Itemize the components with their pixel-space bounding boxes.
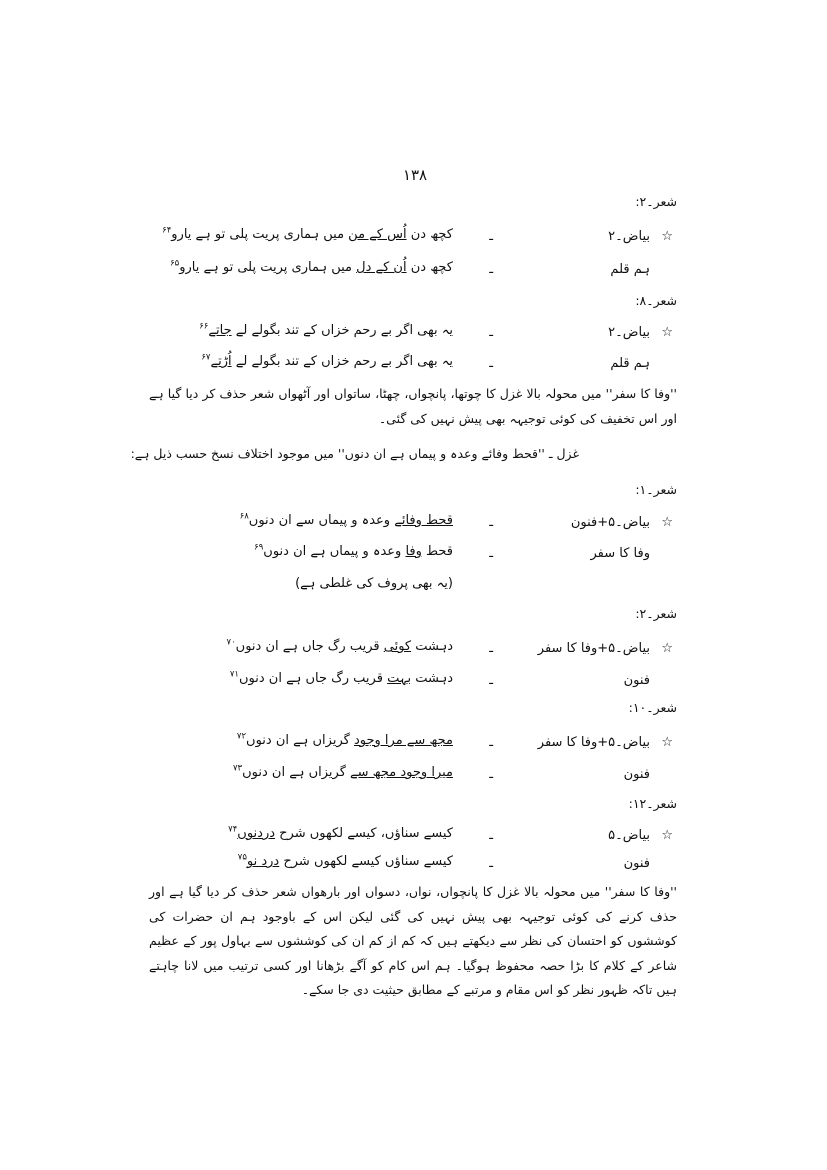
verse-line bbox=[238, 854, 453, 869]
footnote-marker: ۷۳ bbox=[232, 763, 243, 774]
verse-text: دہشت bbox=[411, 639, 453, 654]
dash-mark: ـ bbox=[489, 325, 493, 340]
dash-mark: ـ bbox=[489, 735, 493, 750]
dash-mark: ـ bbox=[489, 546, 493, 561]
verse-text: گریزاں ہے ان دنوں bbox=[246, 733, 354, 748]
variant-text: اُن کے دل bbox=[356, 260, 407, 275]
source-label: فنون bbox=[623, 673, 650, 688]
dash-mark: ـ bbox=[489, 515, 493, 530]
variant-text: اُس کے من bbox=[348, 227, 407, 242]
verse-line bbox=[237, 733, 453, 748]
source-label: بیاض۔۵+وفا کا سفر bbox=[537, 735, 650, 750]
source-label: ہم قلم bbox=[610, 356, 650, 371]
verse-text: گریزاں ہے ان دنوں bbox=[242, 765, 351, 780]
footnote-marker: ۶۵ bbox=[170, 258, 180, 269]
variant-text: قحط وفائے bbox=[394, 513, 453, 528]
dash-mark: ـ bbox=[489, 229, 493, 244]
source-label: وفا کا سفر bbox=[590, 546, 650, 561]
variant-text: کوئی bbox=[383, 639, 412, 654]
star-icon: ☆ bbox=[661, 735, 673, 750]
footnote-marker: ۷۲ bbox=[236, 731, 247, 742]
verse-text: یہ بھی اگر بے رحم خزاں کے تند بگولے لے bbox=[231, 354, 453, 369]
dash-mark: ـ bbox=[489, 356, 493, 371]
verse-line bbox=[228, 826, 453, 841]
verse-line bbox=[240, 513, 453, 528]
footnote-marker: ۶۶ bbox=[199, 321, 209, 332]
footnote-marker: ۶۴ bbox=[162, 225, 172, 236]
footnote-marker: ۷۰ bbox=[226, 637, 236, 648]
verse-text: کچھ دن bbox=[406, 227, 453, 242]
dash-mark: ـ bbox=[489, 641, 493, 656]
verse-line bbox=[230, 671, 453, 686]
verse-text: دہشت bbox=[411, 671, 453, 686]
source-label: بیاض۔۲ bbox=[608, 229, 650, 244]
footnote-marker: ۷۵ bbox=[237, 852, 247, 863]
verse-text: قریب رگ جاں ہے ان دنوں bbox=[238, 671, 388, 686]
variant-text: بہت bbox=[387, 671, 412, 686]
dash-mark: ـ bbox=[489, 262, 493, 277]
ghazal-intro: غزل ـ ''قحط وفائے وعدہ و پیماں ہے ان دنوں'' میں موجود اختلاف نسخ حسب ذیل ہے: bbox=[130, 446, 579, 461]
verse-text: میں ہماری پریت پلی تو ہے یارو bbox=[171, 227, 349, 242]
source-label: فنون bbox=[623, 767, 650, 782]
variant-text: درد نو bbox=[246, 854, 280, 869]
source-label: بیاض۔۵ bbox=[608, 828, 650, 843]
star-icon: ☆ bbox=[661, 641, 673, 656]
verse-line bbox=[170, 260, 453, 275]
dash-mark: ـ bbox=[489, 673, 493, 688]
verse-line bbox=[162, 227, 453, 242]
section-heading: شعر۔۱۰: bbox=[628, 700, 677, 715]
source-label: بیاض۔۵+وفا کا سفر bbox=[537, 641, 650, 656]
variant-text: وفا bbox=[405, 544, 422, 559]
section-heading: شعر۔۲: bbox=[635, 194, 677, 209]
section-heading: شعر۔۱۲: bbox=[628, 796, 677, 811]
verse-text: قریب رگ جاں ہے ان دنوں bbox=[235, 639, 384, 654]
section-heading: شعر۔۲: bbox=[635, 606, 677, 621]
star-icon: ☆ bbox=[661, 515, 673, 530]
section-heading: شعر۔۱: bbox=[635, 482, 677, 497]
variant-text: مجھ سے مرا وجود bbox=[353, 733, 453, 748]
page-number: ۱۳۸ bbox=[402, 166, 428, 184]
source-label: ہم قلم bbox=[610, 262, 650, 277]
source-label: بیاض۔۲ bbox=[608, 325, 650, 340]
source-label: بیاض۔۵+فنون bbox=[570, 515, 650, 530]
verse-line bbox=[233, 765, 453, 780]
star-icon: ☆ bbox=[661, 229, 673, 244]
verse-text: میں ہماری پریت پلی تو ہے یارو bbox=[179, 260, 357, 275]
verse-line bbox=[254, 544, 453, 559]
verse-text: وعدہ و پیماں ہے ان دنوں bbox=[263, 544, 406, 559]
footnote-marker: ۷۴ bbox=[228, 824, 238, 835]
commentary-paragraph: ''وفا کا سفر'' میں محولہ بالا غزل کا پانچواں، نواں، دسواں اور بارھواں شعر حذف کر دیا گیا ہے اور حذف کرنے کی کوئی توجیہہ بھی پیش نہیں کی گئی لیکن اس کے باوجود ہم ان حضرات کی کوششوں کو احتسان کی نظر سے دیکھتے ہیں کہ کم از کم ان کی کوششوں سے بہاول پور کے عظیم شاعر کے کلام کا بڑا حصہ محفوظ ہوگیا۔ ہم اس کام کو آگے بڑھانا اور کسی ترتیب میں لانا چاہتے ہیں تاکہ ظہور نظر کو اس مقام و مرتبے کے مطابق حیثیت دی جا سکے۔ bbox=[149, 884, 677, 997]
dash-mark: ـ bbox=[489, 828, 493, 843]
dash-mark: ـ bbox=[489, 767, 493, 782]
star-icon: ☆ bbox=[661, 325, 673, 340]
variant-text: میرا وجود مجھ سے bbox=[350, 765, 453, 780]
verse-text: یہ بھی اگر بے رحم خزاں کے تند بگولے لے bbox=[231, 323, 453, 338]
verse-line bbox=[201, 354, 453, 369]
variant-text: اُڑتے bbox=[210, 354, 232, 369]
verse-line bbox=[227, 639, 454, 654]
star-icon: ☆ bbox=[661, 828, 673, 843]
section-heading: شعر۔۸: bbox=[635, 293, 677, 308]
variant-text: جاتے bbox=[208, 323, 232, 338]
source-label: فنون bbox=[623, 856, 650, 871]
verse-text: کیسے سناؤں کیسے لکھوں شرح bbox=[279, 854, 453, 869]
verse-line bbox=[199, 323, 453, 338]
verse-text: کیسے سناؤں، کیسے لکھوں شرح bbox=[275, 826, 453, 841]
dash-mark: ـ bbox=[489, 856, 493, 871]
footnote-marker: ۶۷ bbox=[201, 352, 211, 363]
commentary-paragraph: ''وفا کا سفر'' میں محولہ بالا غزل کا چوتھا، پانچواں، چھٹا، ساتواں اور آٹھواں شعر حذف کر دیا گیا ہے اور اس تخفیف کی کوئی توجیہہ بھی پیش نہیں کی گئی۔ bbox=[149, 386, 677, 426]
verse-text: کچھ دن bbox=[406, 260, 453, 275]
variant-text: دردنوں bbox=[237, 826, 276, 841]
verse-text: وعدہ و پیماں سے ان دنوں bbox=[248, 513, 395, 528]
note-text: (یہ بھی پروف کی غلطی ہے) bbox=[295, 576, 453, 591]
footnote-marker: ۶۸ bbox=[239, 511, 249, 522]
verse-text: قحط bbox=[421, 544, 453, 559]
footnote-marker: ۷۱ bbox=[229, 669, 239, 680]
footnote-marker: ۶۹ bbox=[254, 542, 264, 553]
